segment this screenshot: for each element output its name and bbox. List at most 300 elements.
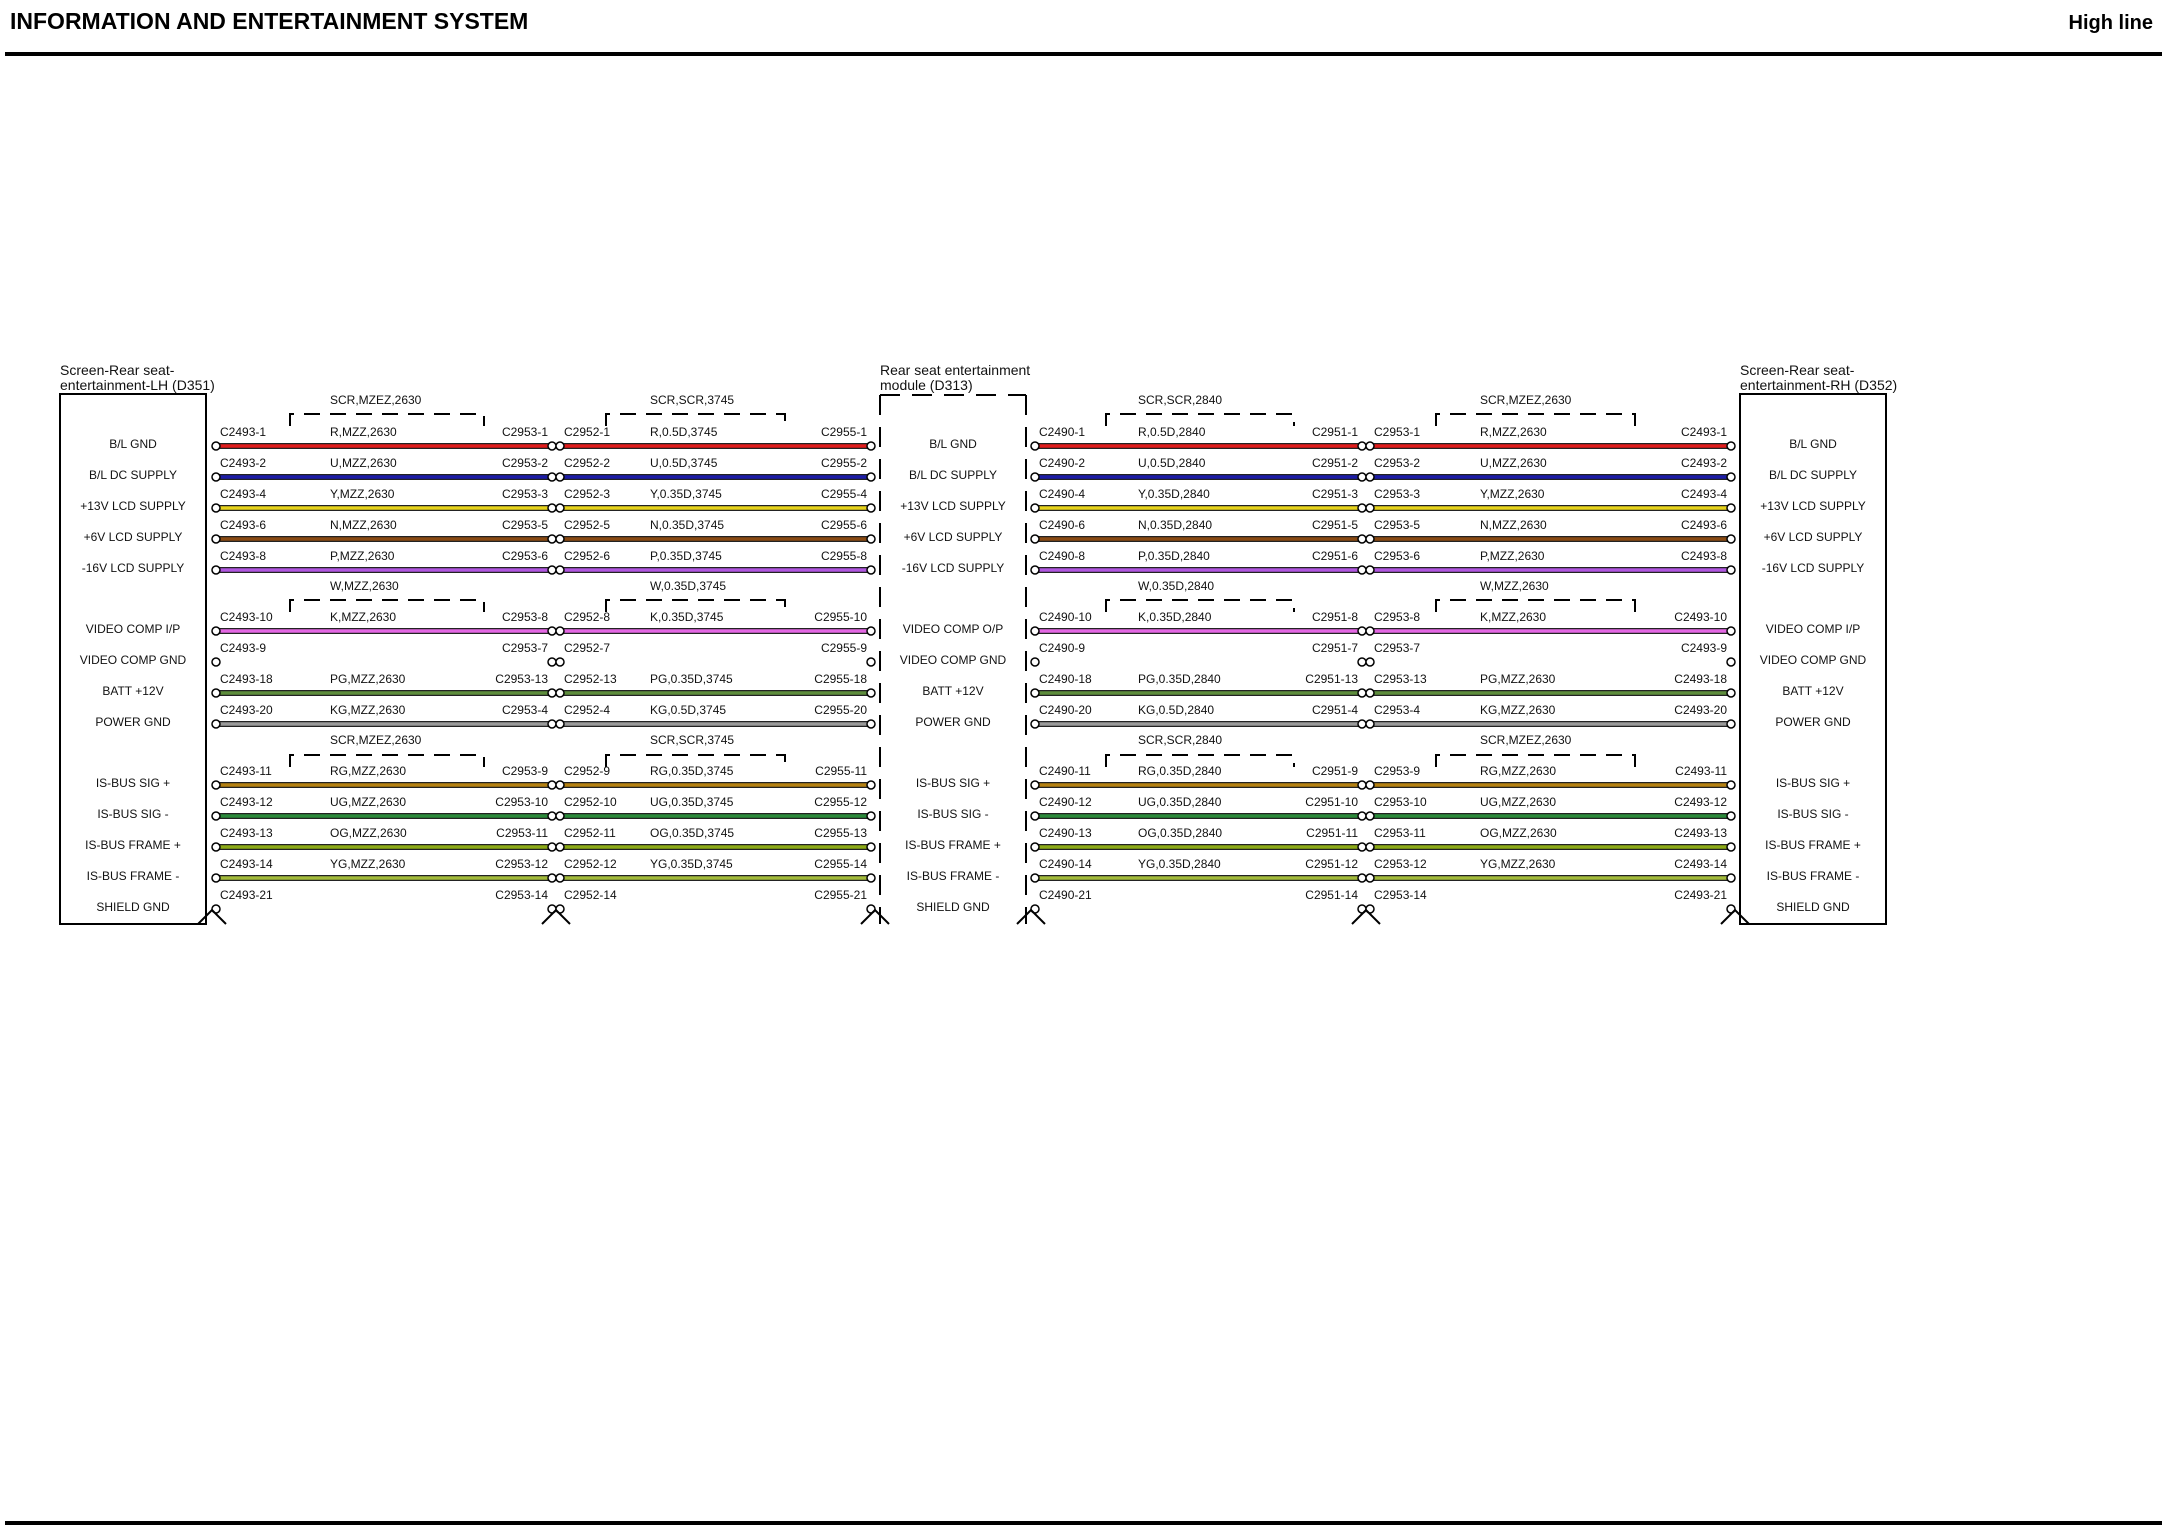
connector-id: C2951-13 — [1305, 672, 1358, 686]
connector-id: C2953-5 — [501, 518, 548, 532]
connector-terminal — [867, 504, 875, 512]
wire-code: OG,MZZ,2630 — [1480, 826, 1557, 840]
wire-code: KG,MZZ,2630 — [330, 703, 406, 717]
wire-code: Y,MZZ,2630 — [330, 487, 395, 501]
shield-ground-5 — [1721, 910, 1749, 924]
connector-terminal — [1727, 566, 1735, 574]
connector-terminal — [548, 812, 556, 820]
connector-terminal — [548, 720, 556, 728]
connector-terminal — [1031, 781, 1039, 789]
connector-id: C2493-21 — [1674, 888, 1727, 902]
screen-label-scr1-1: SCR,SCR,3745 — [650, 393, 735, 407]
connector-terminal — [556, 566, 564, 574]
connector-terminal — [556, 843, 564, 851]
connector-terminal — [212, 566, 220, 574]
connector-id: C2493-12 — [220, 795, 273, 809]
rh-pin-label: IS-BUS FRAME + — [1765, 838, 1861, 852]
wire-code: P,0.35D,3745 — [650, 549, 722, 563]
lh-pin-label: IS-BUS FRAME - — [86, 869, 180, 883]
connector-terminal — [867, 689, 875, 697]
connector-id: C2955-2 — [820, 456, 867, 470]
shield-ground-3 — [1017, 910, 1045, 924]
connector-terminal — [1727, 812, 1735, 820]
connector-id: C2490-10 — [1039, 610, 1092, 624]
connector-terminal — [556, 812, 564, 820]
connector-id: C2953-7 — [501, 641, 548, 655]
connector-id: C2951-1 — [1311, 425, 1358, 439]
connector-terminal — [1031, 535, 1039, 543]
connector-id: C2952-12 — [564, 857, 617, 871]
connector-terminal — [212, 504, 220, 512]
shield-ground-0 — [198, 910, 226, 924]
lh-pin-label: -16V LCD SUPPLY — [81, 561, 185, 575]
wire-code: R,0.5D,2840 — [1138, 425, 1206, 439]
connector-id: C2493-9 — [1680, 641, 1727, 655]
screen-label-scr2-3: SCR,MZEZ,2630 — [1480, 733, 1572, 747]
lh-pin-label: +6V LCD SUPPLY — [83, 530, 183, 544]
module-title-rh-2: entertainment-RH (D352) — [1740, 377, 1898, 393]
wire-code: UG,0.35D,2840 — [1138, 795, 1222, 809]
rh-pin-label: IS-BUS FRAME - — [1766, 869, 1860, 883]
lh-pin-label: POWER GND — [95, 715, 171, 729]
connector-id: C2953-13 — [1374, 672, 1427, 686]
wire-code: PG,0.35D,3745 — [650, 672, 733, 686]
mid-pin-label: VIDEO COMP O/P — [902, 622, 1004, 636]
connector-terminal — [548, 689, 556, 697]
rh-pin-label: POWER GND — [1775, 715, 1851, 729]
wire-code: K,0.35D,3745 — [650, 610, 724, 624]
connector-terminal — [1358, 504, 1366, 512]
connector-terminal — [1366, 874, 1374, 882]
connector-id: C2493-4 — [1680, 487, 1727, 501]
connector-id: C2493-4 — [220, 487, 267, 501]
connector-terminal — [1358, 442, 1366, 450]
connector-id: C2493-18 — [220, 672, 273, 686]
connector-terminal — [1358, 843, 1366, 851]
module-title-rh-1: Screen-Rear seat- — [1740, 362, 1855, 378]
connector-id: C2952-1 — [564, 425, 611, 439]
rh-pin-label: B/L GND — [1789, 437, 1837, 451]
connector-terminal — [1031, 566, 1039, 574]
connector-id: C2493-13 — [220, 826, 273, 840]
connector-terminal — [1727, 535, 1735, 543]
connector-id: C2955-6 — [820, 518, 867, 532]
connector-id: C2490-13 — [1039, 826, 1092, 840]
wire-code: YG,0.35D,2840 — [1138, 857, 1221, 871]
connector-id: C2952-4 — [564, 703, 611, 717]
connector-terminal — [1366, 689, 1374, 697]
connector-terminal — [1366, 566, 1374, 574]
wire-code: KG,0.5D,2840 — [1138, 703, 1215, 717]
connector-terminal — [867, 473, 875, 481]
screen-label-scr1-2: SCR,SCR,2840 — [1138, 393, 1223, 407]
connector-id: C2951-14 — [1305, 888, 1358, 902]
screen-label-scr1-0: SCR,MZEZ,2630 — [330, 393, 422, 407]
connector-id: C2955-21 — [814, 888, 867, 902]
connector-id: C2490-2 — [1039, 456, 1086, 470]
connector-terminal — [1727, 627, 1735, 635]
screen-label-scr2-0: SCR,MZEZ,2630 — [330, 733, 422, 747]
mid-pin-label: VIDEO COMP GND — [899, 653, 1007, 667]
connector-terminal — [548, 535, 556, 543]
connector-terminal — [556, 442, 564, 450]
connector-terminal — [556, 627, 564, 635]
connector-id: C2953-6 — [501, 549, 548, 563]
lh-pin-label: IS-BUS FRAME + — [85, 838, 181, 852]
connector-terminal — [1031, 504, 1039, 512]
wire-code: YG,MZZ,2630 — [1480, 857, 1556, 871]
connector-id: C2955-8 — [820, 549, 867, 563]
footer-rule — [5, 1521, 2162, 1525]
connector-id: C2951-3 — [1311, 487, 1358, 501]
connector-id: C2951-9 — [1311, 764, 1358, 778]
connector-id: C2952-10 — [564, 795, 617, 809]
shield-bracket-2 — [290, 600, 1635, 612]
connector-terminal — [1031, 812, 1039, 820]
connector-id: C2493-12 — [1674, 795, 1727, 809]
lh-pin-label: BATT +12V — [102, 684, 164, 698]
connector-terminal — [556, 781, 564, 789]
connector-terminal — [1366, 535, 1374, 543]
connector-terminal — [1358, 689, 1366, 697]
wire-code: U,MZZ,2630 — [1480, 456, 1547, 470]
connector-terminal — [867, 781, 875, 789]
shield-ground-1 — [542, 910, 570, 924]
mid-pin-label: +6V LCD SUPPLY — [903, 530, 1003, 544]
connector-id: C2951-4 — [1311, 703, 1358, 717]
connector-id: C2952-9 — [564, 764, 611, 778]
wire-code: N,0.35D,2840 — [1138, 518, 1213, 532]
connector-id: C2490-6 — [1039, 518, 1086, 532]
wire-code: RG,MZZ,2630 — [330, 764, 407, 778]
rh-pin-label: VIDEO COMP I/P — [1765, 622, 1861, 636]
wire-code: R,0.5D,3745 — [650, 425, 718, 439]
connector-id: C2493-1 — [1680, 425, 1727, 439]
wire-code: OG,0.35D,3745 — [650, 826, 735, 840]
connector-id: C2490-21 — [1039, 888, 1092, 902]
screen-label-white-2: W,0.35D,2840 — [1138, 579, 1215, 593]
connector-terminal — [1727, 781, 1735, 789]
connector-id: C2955-9 — [820, 641, 867, 655]
mid-pin-label: B/L DC SUPPLY — [908, 468, 998, 482]
connector-id: C2955-20 — [814, 703, 867, 717]
wire-code: KG,0.5D,3745 — [650, 703, 727, 717]
connector-id: C2952-13 — [564, 672, 617, 686]
connector-id: C2493-6 — [1680, 518, 1727, 532]
connector-id: C2953-1 — [501, 425, 548, 439]
wire-code: R,MZZ,2630 — [1480, 425, 1547, 439]
connector-id: C2953-14 — [495, 888, 548, 902]
wire-code: P,MZZ,2630 — [330, 549, 395, 563]
connector-terminal — [867, 535, 875, 543]
wire-code: U,0.5D,2840 — [1138, 456, 1206, 470]
connector-id: C2490-14 — [1039, 857, 1092, 871]
connector-id: C2955-18 — [814, 672, 867, 686]
wire-code: N,0.35D,3745 — [650, 518, 725, 532]
lh-pin-label: IS-BUS SIG - — [97, 807, 169, 821]
rh-pin-label: IS-BUS SIG - — [1777, 807, 1849, 821]
connector-id: C2490-4 — [1039, 487, 1086, 501]
connector-terminal — [1727, 689, 1735, 697]
wire-code: KG,MZZ,2630 — [1480, 703, 1556, 717]
connector-id: C2953-10 — [495, 795, 548, 809]
connector-id: C2955-11 — [815, 764, 867, 778]
connector-id: C2953-1 — [1374, 425, 1421, 439]
connector-terminal — [1031, 473, 1039, 481]
connector-id: C2493-14 — [1674, 857, 1727, 871]
connector-terminal — [1727, 442, 1735, 450]
module-title-lh-2: entertainment-LH (D351) — [60, 377, 215, 393]
connector-terminal — [212, 843, 220, 851]
connector-terminal — [212, 473, 220, 481]
rh-pin-label: +13V LCD SUPPLY — [1760, 499, 1866, 513]
connector-terminal — [867, 843, 875, 851]
wire-code: N,MZZ,2630 — [1480, 518, 1547, 532]
connector-terminal — [1727, 720, 1735, 728]
connector-id: C2953-2 — [501, 456, 548, 470]
connector-terminal — [548, 504, 556, 512]
connector-id: C2955-10 — [814, 610, 867, 624]
connector-terminal — [556, 504, 564, 512]
connector-id: C2951-7 — [1311, 641, 1358, 655]
lh-pin-label: VIDEO COMP GND — [79, 653, 187, 667]
connector-terminal — [1358, 874, 1366, 882]
wire-code: OG,MZZ,2630 — [330, 826, 407, 840]
connector-terminal — [1366, 658, 1374, 666]
connector-id: C2952-6 — [564, 549, 611, 563]
wire-code: R,MZZ,2630 — [330, 425, 397, 439]
connector-terminal — [867, 720, 875, 728]
page-title: INFORMATION AND ENTERTAINMENT SYSTEM — [10, 8, 529, 34]
connector-terminal — [212, 720, 220, 728]
connector-terminal — [1366, 781, 1374, 789]
connector-id: C2953-4 — [1374, 703, 1421, 717]
wire-code: K,0.35D,2840 — [1138, 610, 1212, 624]
connector-terminal — [212, 658, 220, 666]
connector-id: C2493-20 — [220, 703, 273, 717]
wire-code: UG,MZZ,2630 — [1480, 795, 1557, 809]
wire-code: K,MZZ,2630 — [330, 610, 397, 624]
wire-code: N,MZZ,2630 — [330, 518, 397, 532]
connector-id: C2490-18 — [1039, 672, 1092, 686]
rh-pin-label: +6V LCD SUPPLY — [1763, 530, 1863, 544]
connector-terminal — [212, 535, 220, 543]
connector-terminal — [1358, 627, 1366, 635]
shield-bracket-1 — [290, 414, 1635, 426]
connector-id: C2952-14 — [564, 888, 617, 902]
connector-terminal — [212, 689, 220, 697]
connector-id: C2951-6 — [1311, 549, 1358, 563]
connector-terminal — [1358, 658, 1366, 666]
connector-id: C2951-5 — [1311, 518, 1358, 532]
connector-terminal — [1358, 535, 1366, 543]
connector-terminal — [1366, 504, 1374, 512]
mid-pin-label: +13V LCD SUPPLY — [900, 499, 1006, 513]
mid-pin-label: IS-BUS FRAME + — [905, 838, 1001, 852]
mid-pin-label: POWER GND — [915, 715, 991, 729]
screen-label-white-0: W,MZZ,2630 — [330, 579, 399, 593]
connector-terminal — [1366, 843, 1374, 851]
wire-code: Y,0.35D,3745 — [650, 487, 722, 501]
screen-label-scr2-2: SCR,SCR,2840 — [1138, 733, 1223, 747]
wire-code: RG,0.35D,3745 — [650, 764, 734, 778]
wire-code: RG,MZZ,2630 — [1480, 764, 1557, 778]
connector-terminal — [1358, 473, 1366, 481]
connector-id: C2955-1 — [820, 425, 867, 439]
wire-code: YG,0.35D,3745 — [650, 857, 733, 871]
connector-terminal — [1031, 689, 1039, 697]
wire-code: UG,0.35D,3745 — [650, 795, 734, 809]
screen-label-white-1: W,0.35D,3745 — [650, 579, 727, 593]
connector-id: C2490-11 — [1039, 764, 1091, 778]
connector-terminal — [212, 442, 220, 450]
connector-id: C2953-11 — [1374, 826, 1426, 840]
connector-id: C2490-20 — [1039, 703, 1092, 717]
connector-id: C2493-9 — [220, 641, 267, 655]
rh-pin-label: VIDEO COMP GND — [1759, 653, 1867, 667]
connector-id: C2493-11 — [220, 764, 272, 778]
connector-id: C2952-7 — [564, 641, 611, 655]
connector-terminal — [1727, 504, 1735, 512]
connector-id: C2493-8 — [1680, 549, 1727, 563]
connector-id: C2493-21 — [220, 888, 273, 902]
screen-label-white-3: W,MZZ,2630 — [1480, 579, 1549, 593]
connector-id: C2953-12 — [1374, 857, 1427, 871]
wire-code: K,MZZ,2630 — [1480, 610, 1547, 624]
connector-terminal — [1366, 442, 1374, 450]
connector-id: C2951-11 — [1306, 826, 1358, 840]
connector-id: C2493-10 — [1674, 610, 1727, 624]
connector-terminal — [1358, 566, 1366, 574]
connector-terminal — [556, 473, 564, 481]
connector-id: C2493-6 — [220, 518, 267, 532]
connector-terminal — [556, 658, 564, 666]
connector-terminal — [212, 781, 220, 789]
connector-terminal — [212, 812, 220, 820]
wire-code: U,MZZ,2630 — [330, 456, 397, 470]
connector-terminal — [1727, 473, 1735, 481]
connector-terminal — [867, 442, 875, 450]
wiring-rows — [80, 393, 1867, 924]
connector-terminal — [1358, 781, 1366, 789]
wire-code: RG,0.35D,2840 — [1138, 764, 1222, 778]
connector-id: C2952-5 — [564, 518, 611, 532]
connector-id: C2953-5 — [1374, 518, 1421, 532]
connector-id: C2493-14 — [220, 857, 273, 871]
connector-id: C2951-2 — [1311, 456, 1358, 470]
connector-terminal — [548, 781, 556, 789]
connector-id: C2951-10 — [1305, 795, 1358, 809]
shield-ground-4 — [1352, 910, 1380, 924]
connector-id: C2953-8 — [1374, 610, 1421, 624]
connector-id: C2953-11 — [496, 826, 548, 840]
connector-terminal — [1727, 658, 1735, 666]
connector-id: C2953-2 — [1374, 456, 1421, 470]
connector-id: C2955-12 — [814, 795, 867, 809]
connector-terminal — [548, 627, 556, 635]
connector-terminal — [212, 627, 220, 635]
connector-terminal — [1031, 627, 1039, 635]
rh-pin-label: SHIELD GND — [1776, 900, 1850, 914]
connector-terminal — [556, 689, 564, 697]
connector-terminal — [548, 566, 556, 574]
connector-terminal — [1031, 843, 1039, 851]
connector-terminal — [867, 874, 875, 882]
wire-code: UG,MZZ,2630 — [330, 795, 407, 809]
connector-terminal — [1366, 720, 1374, 728]
connector-id: C2493-11 — [1675, 764, 1727, 778]
connector-terminal — [1366, 473, 1374, 481]
wire-code: P,0.35D,2840 — [1138, 549, 1210, 563]
connector-terminal — [548, 473, 556, 481]
wire-code: PG,MZZ,2630 — [330, 672, 406, 686]
connector-id: C2951-8 — [1311, 610, 1358, 624]
connector-id: C2490-12 — [1039, 795, 1092, 809]
connector-id: C2955-14 — [814, 857, 867, 871]
rh-pin-label: -16V LCD SUPPLY — [1761, 561, 1865, 575]
connector-terminal — [1031, 658, 1039, 666]
connector-terminal — [548, 442, 556, 450]
connector-id: C2953-3 — [1374, 487, 1421, 501]
connector-terminal — [1031, 720, 1039, 728]
connector-id: C2493-2 — [220, 456, 267, 470]
rh-pin-label: B/L DC SUPPLY — [1768, 468, 1858, 482]
shield-ground-2 — [861, 910, 889, 924]
connector-terminal — [556, 874, 564, 882]
connector-id: C2953-3 — [501, 487, 548, 501]
connector-id: C2952-11 — [564, 826, 616, 840]
mid-pin-label: BATT +12V — [922, 684, 984, 698]
connector-id: C2493-13 — [1674, 826, 1727, 840]
connector-terminal — [1366, 627, 1374, 635]
connector-id: C2952-8 — [564, 610, 611, 624]
mid-pin-label: IS-BUS FRAME - — [906, 869, 1000, 883]
connector-terminal — [556, 720, 564, 728]
connector-id: C2493-10 — [220, 610, 273, 624]
connector-id: C2490-1 — [1039, 425, 1086, 439]
connector-terminal — [556, 535, 564, 543]
connector-id: C2490-8 — [1039, 549, 1086, 563]
connector-id: C2953-9 — [501, 764, 548, 778]
connector-id: C2493-18 — [1674, 672, 1727, 686]
connector-id: C2953-9 — [1374, 764, 1421, 778]
connector-terminal — [548, 658, 556, 666]
mid-pin-label: SHIELD GND — [916, 900, 990, 914]
wire-code: PG,0.35D,2840 — [1138, 672, 1221, 686]
lh-pin-label: B/L GND — [109, 437, 157, 451]
wire-code: P,MZZ,2630 — [1480, 549, 1545, 563]
connector-id: C2953-10 — [1374, 795, 1427, 809]
connector-id: C2493-2 — [1680, 456, 1727, 470]
wire-code: U,0.5D,3745 — [650, 456, 718, 470]
connector-terminal — [867, 658, 875, 666]
mid-pin-label: IS-BUS SIG + — [915, 776, 991, 790]
connector-terminal — [1031, 874, 1039, 882]
module-title-mid-1: Rear seat entertainment — [880, 362, 1031, 378]
wire-code: Y,MZZ,2630 — [1480, 487, 1545, 501]
connector-terminal — [548, 874, 556, 882]
wire-code: Y,0.35D,2840 — [1138, 487, 1210, 501]
wire-code: PG,MZZ,2630 — [1480, 672, 1556, 686]
connector-id: C2493-20 — [1674, 703, 1727, 717]
connector-id: C2955-4 — [820, 487, 867, 501]
connector-id: C2953-12 — [495, 857, 548, 871]
connector-id: C2493-1 — [220, 425, 267, 439]
connector-terminal — [548, 843, 556, 851]
mid-pin-label: B/L GND — [929, 437, 977, 451]
connector-id: C2955-13 — [814, 826, 867, 840]
connector-terminal — [867, 627, 875, 635]
